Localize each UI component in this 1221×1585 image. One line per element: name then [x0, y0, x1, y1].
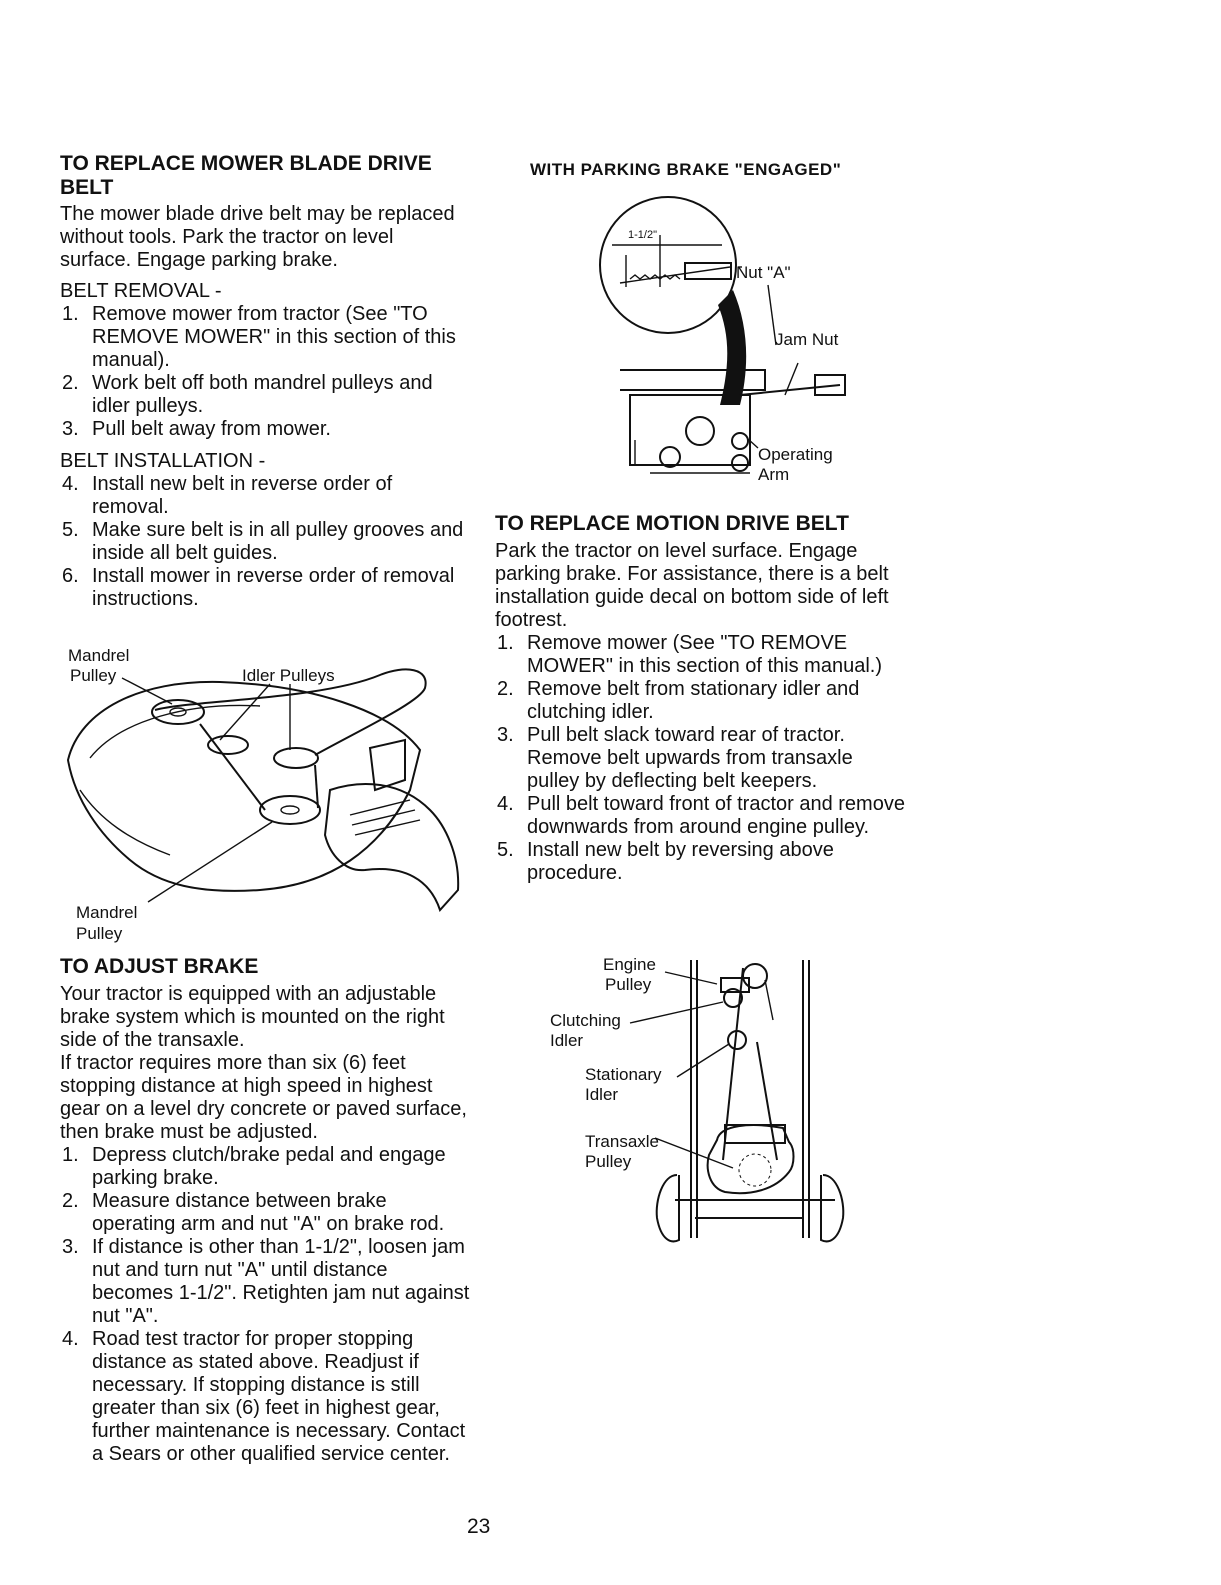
heading-replace-motion-belt: TO REPLACE MOTION DRIVE BELT [495, 512, 849, 535]
label-dimension: 1-1/2" [628, 229, 657, 241]
label-stationary-idler-2: Idler [585, 1085, 619, 1104]
belt-removal-heading: BELT REMOVAL - [60, 280, 222, 302]
label-transaxle-pulley-1: Transaxle [585, 1132, 660, 1151]
label-mandrel-pulley-bottom-2: Pulley [76, 924, 123, 943]
brake-intro-2: If tractor requires more than six (6) feet stopping distance at high speed in highest gear on a level dry concrete or paved surface, then brake must be adjusted. [60, 1052, 467, 1143]
label-mandrel-pulley-bottom-1: Mandrel [76, 903, 138, 922]
mower-belt-intro: The mower blade drive belt may be replaced without tools. Park the tractor on level surface. Engage parking brake. [60, 203, 455, 271]
motion-belt-intro: Park the tractor on level surface. Engage parking brake. For assistance, there is a belt installation guide decal on bottom side of left footrest. [495, 540, 889, 631]
list-item: 1. Depress clutch/brake pedal and engage parking brake. [62, 1144, 446, 1189]
belt-removal-steps [60, 303, 470, 441]
label-mandrel-pulley-top-2: Pulley [70, 666, 117, 685]
label-jam-nut: Jam Nut [775, 330, 839, 349]
label-operating-arm-2: Arm [758, 465, 790, 484]
left-column [60, 152, 470, 611]
list-item: 6. Install mower in reverse order of removal instructions. [62, 565, 455, 610]
label-engine-pulley-1: Engine [603, 955, 656, 974]
heading-replace-mower-belt: TO REPLACE MOWER BLADE DRIVE BELT [60, 152, 432, 199]
list-item: 3. Pull belt slack toward rear of tractor. Remove belt upwards from transaxle pulley by deflecting belt keepers. [497, 724, 853, 792]
heading-adjust-brake: TO ADJUST BRAKE [60, 955, 259, 978]
list-item: 2. Remove belt from stationary idler and clutching idler. [497, 678, 860, 723]
list-item: 1. Remove mower (See "TO REMOVE MOWER" in this section of this manual.) [497, 632, 882, 677]
list-item: 2. Work belt off both mandrel pulleys and idler pulleys. [62, 372, 433, 417]
label-mandrel-pulley-top-1: Mandrel [68, 646, 130, 665]
brake-figure [590, 195, 880, 495]
list-item: 5. Make sure belt is in all pulley grooves and inside all belt guides. [62, 519, 464, 564]
list-item: 3. If distance is other than 1-1/2", loosen jam nut and turn nut "A" until distance becomes 1-1/2". Retighten jam nut against nut "A". [62, 1236, 470, 1327]
list-item: 4. Pull belt toward front of tractor and remove downwards from around engine pulley. [497, 793, 905, 838]
list-item: 1. Remove mower from tractor (See "TO REMOVE MOWER" in this section of this manual). [62, 303, 456, 371]
page-number: 23 [467, 1515, 491, 1538]
label-clutching-idler-2: Idler [550, 1031, 584, 1050]
belt-installation-heading: BELT INSTALLATION - [60, 450, 266, 472]
label-nut-a: Nut "A" [736, 263, 791, 282]
motion-drive-figure [545, 950, 865, 1250]
list-item: 2. Measure distance between brake operating arm and nut "A" on brake rod. [62, 1190, 445, 1235]
brake-steps [60, 1144, 470, 1466]
label-clutching-idler-1: Clutching [550, 1011, 621, 1030]
label-stationary-idler-1: Stationary [585, 1065, 662, 1084]
brake-intro-1: Your tractor is equipped with an adjustable brake system which is mounted on the right side of the transaxle. [60, 983, 445, 1051]
label-operating-arm-1: Operating [758, 445, 833, 464]
list-item: 4. Install new belt in reverse order of removal. [62, 473, 393, 518]
label-transaxle-pulley-2: Pulley [585, 1152, 632, 1171]
belt-installation-steps [60, 473, 470, 611]
right-column-motion [495, 512, 905, 885]
label-idler-pulleys: Idler Pulleys [242, 666, 335, 685]
motion-belt-steps [495, 632, 905, 885]
left-column-brake [60, 955, 470, 1466]
mower-deck-figure [60, 640, 470, 945]
figure-caption-parking-brake: WITH PARKING BRAKE "ENGAGED" [530, 160, 842, 179]
label-engine-pulley-2: Pulley [605, 975, 652, 994]
list-item: 3. Pull belt away from mower. [62, 418, 331, 440]
list-item: 4. Road test tractor for proper stopping distance as stated above. Readjust if necessary. If stopping distance is still greater than six (6) feet in highest gear, further maintenance is necessary. Contact a Sears or other qualified service center. [62, 1328, 466, 1465]
list-item: 5. Install new belt by reversing above procedure. [497, 839, 834, 884]
